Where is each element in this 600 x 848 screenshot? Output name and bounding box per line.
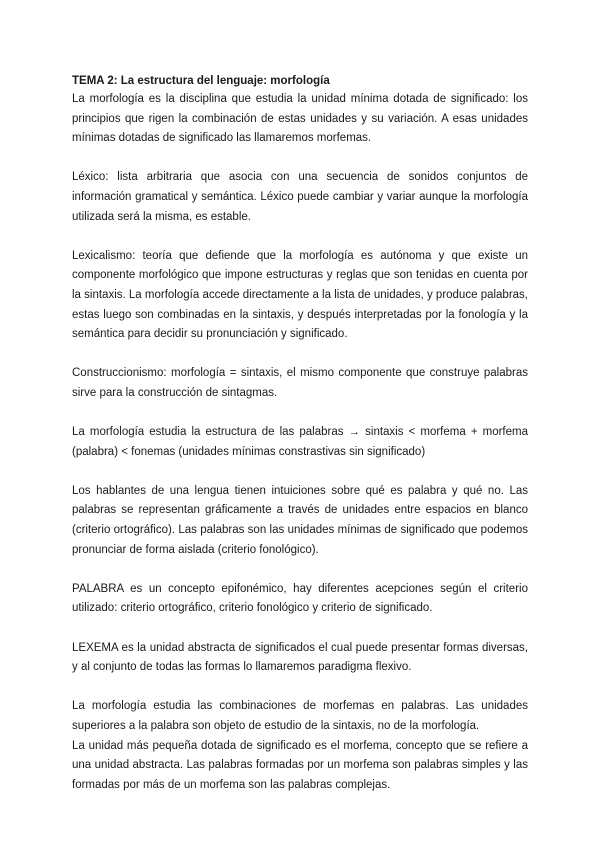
paragraph-construccionismo: Construccionismo: morfología = sintaxis, el mismo componente que construye palabras sirve para la construcción de sintagmas. <box>72 367 528 399</box>
paragraph-morfologia-definicion: La morfología es la disciplina que estudia la unidad mínima dotada de significado: los principios que rigen la combinación de estas unidades y su variación. A esas unidades mínimas dotadas de significado las llamaremos morfemas. <box>72 93 528 145</box>
paragraph-palabra: PALABRA es un concepto epifonémico, hay diferentes acepciones según el criterio utilizado: criterio ortográfico, criterio fonológico y criterio de significado. <box>72 582 528 615</box>
document-title: TEMA 2: La estructura del lenguaje: morfología <box>72 75 330 87</box>
paragraph-hablantes: Los hablantes de una lengua tienen intuiciones sobre qué es palabra y qué no. Las palabras se representan gráficamente a través de unidades entre espacios en blanco (criterio ortográfico). Las palabras son las unidades mínimas de significado que podemos pronunciar de forma aislada (criterio fonológico). <box>72 484 528 556</box>
paragraph-morfema: La unidad más pequeña dotada de significado es el morfema, concepto que se refiere a una unidad abstracta. Las palabras formadas por un morfema son palabras simples y las formadas por más de un morfema son las palabras complejas. <box>72 739 528 791</box>
paragraph-lexema: LEXEMA es la unidad abstracta de significados el cual puede presentar formas diversas, y al conjunto de todas las formas lo llamaremos paradigma flexivo. <box>72 641 528 674</box>
document-page <box>72 72 528 795</box>
paragraph-lexicalismo: Lexicalismo: teoría que defiende que la morfología es autónoma y que existe un componente morfológico que impone estructuras y reglas que son tenidas en cuenta por la sintaxis. La morfología accede directamente a la lista de unidades, y produce palabras, estas luego son combinadas en la sintaxis, y después interpretadas por la fonología y la semántica para decidir su pronunciación y significado. <box>72 249 528 341</box>
paragraph-lexico: Léxico: lista arbitraria que asocia con una secuencia de sonidos conjuntos de información gramatical y semántica. Léxico puede cambiar y variar aunque la morfología utilizada será la misma, es estable. <box>72 171 528 223</box>
paragraph-estructura-palabras: La morfología estudia la estructura de las palabras → sintaxis < morfema + morfema (palabra) < fonemas (unidades mínimas constrastivas sin significado) <box>72 426 528 458</box>
paragraph-combinaciones: La morfología estudia las combinaciones de morfemas en palabras. Las unidades superiores a la palabra son objeto de estudio de la sintaxis, no de la morfología. <box>72 700 528 732</box>
